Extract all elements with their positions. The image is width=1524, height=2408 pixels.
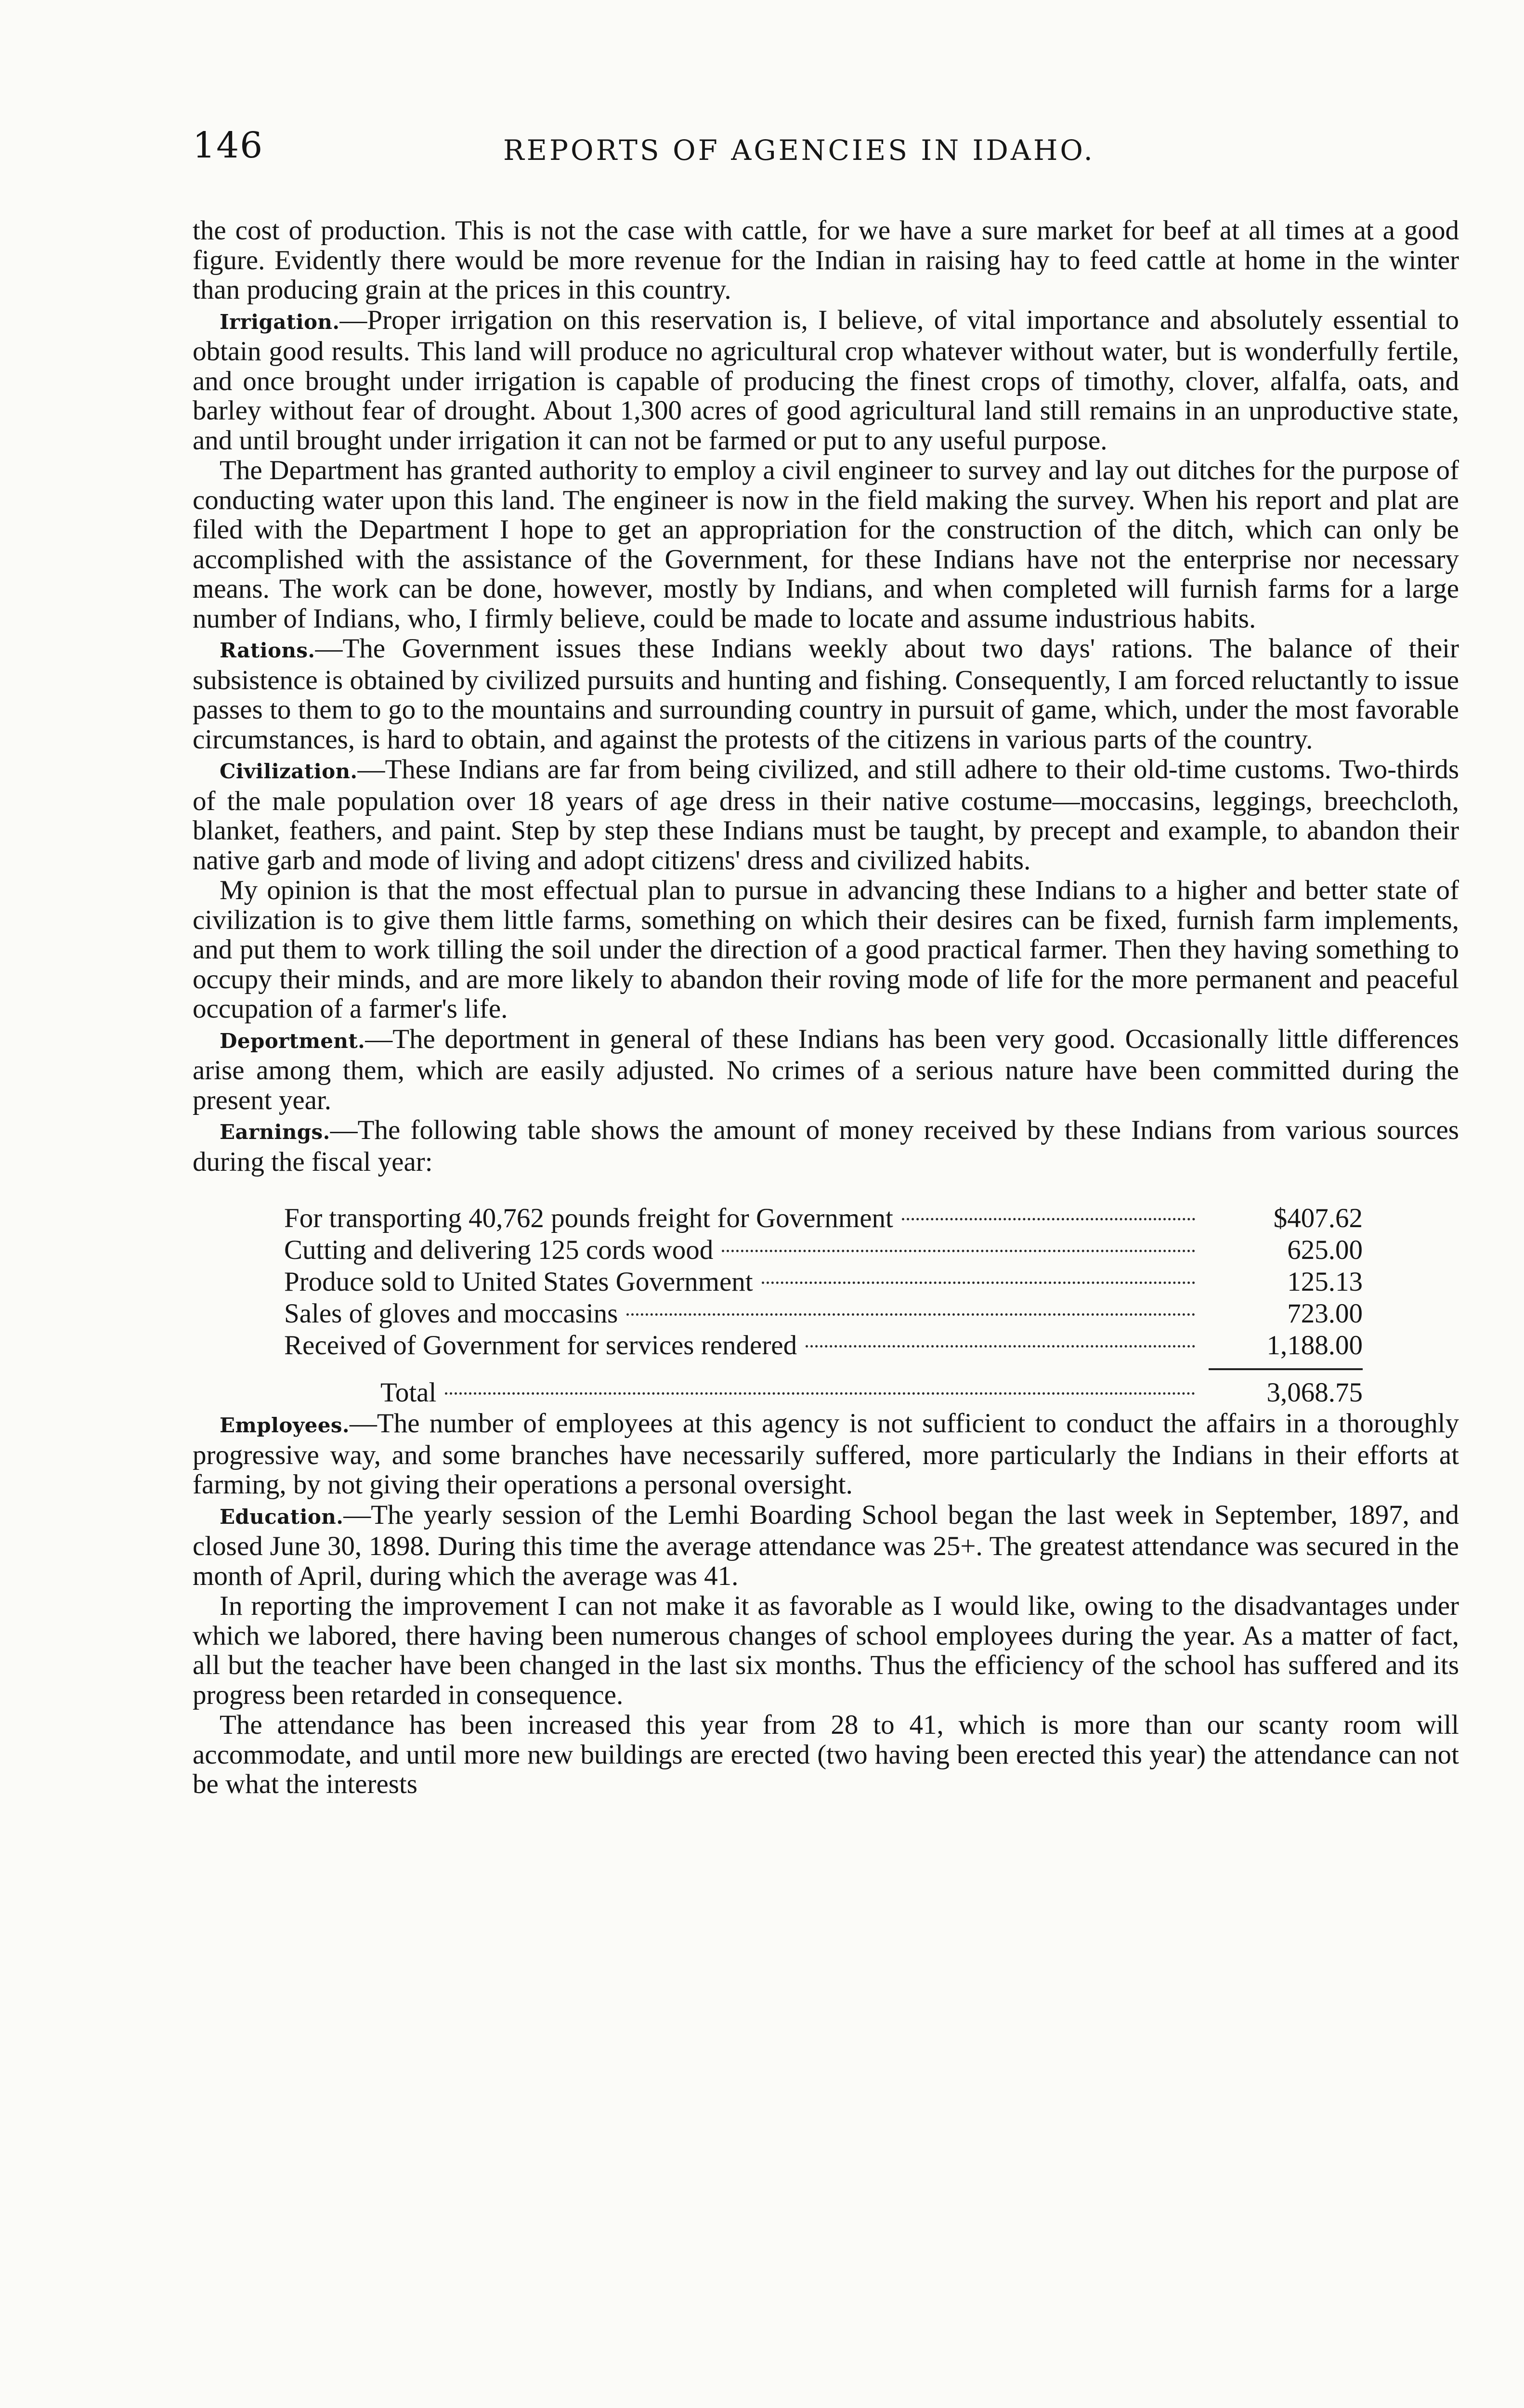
rations-paragraph xyxy=(193,634,1459,754)
civilization-paragraph-2: My opinion is that the most effectual plan to pursue in advancing these Indians to a higher and better state of civilization is to give them little farms, something on which their desires can be fixed, furnish farm implements, and put them to work tilling the soil under the direction of a good practical farmer. Then they having something to occupy their minds, and are more likely to abandon their roving mode of life for the more permanent and peaceful occupation of a farmer's life. xyxy=(193,875,1459,1024)
total-rule xyxy=(1209,1368,1363,1370)
table-row xyxy=(284,1203,1363,1234)
row-description: Received of Government for services rendered xyxy=(284,1330,797,1361)
document-page xyxy=(193,126,1459,1799)
earnings-heading: Earnings. xyxy=(220,1120,330,1144)
irrigation-text: —Proper irrigation on this reservation is, I believe, of vital importance and absolutely essential to obtain good results. This land will produce no agricultural crop whatever without water, but is wonderfully fertile, and once brought under irrigation is capable of producing the finest crops of timothy, clover, alfalfa, oats, and barley without fear of drought. About 1,300 acres of good agricultural land still remains in an unproductive state, and until brought under irrigation it can not be farmed or put to any useful purpose. xyxy=(193,304,1459,456)
earnings-paragraph xyxy=(193,1115,1459,1177)
row-description: Cutting and delivering 125 cords wood xyxy=(284,1235,714,1265)
table-row xyxy=(284,1330,1363,1361)
row-description: Sales of gloves and moccasins xyxy=(284,1298,618,1329)
table-row xyxy=(284,1298,1363,1330)
irrigation-heading: Irrigation. xyxy=(220,310,340,334)
row-amount: 1,188.00 xyxy=(1266,1330,1363,1361)
page-number: 146 xyxy=(193,125,264,166)
row-amount: $407.62 xyxy=(1273,1203,1363,1233)
row-amount: 125.13 xyxy=(1287,1267,1363,1297)
education-paragraph-3: The attendance has been increased this year from 28 to 41, which is more than our scanty room will accommodate, and until more new buildings are erected (two having been erected this year) the attendance can not be what the interests xyxy=(193,1710,1459,1799)
row-description: Produce sold to United States Government xyxy=(284,1267,753,1297)
education-paragraph-2: In reporting the improvement I can not make it as favorable as I would like, owing to the disadvantages under which we labored, there having been numerous changes of school employees during the year. As a matter of fact, all but the teacher have been changed in the last six months. Thus the efficiency of the school has suffered and its progress been retarded in consequence. xyxy=(193,1591,1459,1710)
row-amount: 625.00 xyxy=(1287,1235,1363,1265)
rations-text: —The Government issues these Indians weekly about two days' rations. The balance of their subsistence is obtained by civilized pursuits and hunting and fishing. Consequently, I am forced reluctantly to issue passes to them to go to the mountains and surrounding country in pursuit of game, which, under the most favorable circumstances, is hard to obtain, and against the protests of the citizens in various parts of the country. xyxy=(193,633,1459,755)
deportment-paragraph xyxy=(193,1024,1459,1115)
dot-leader xyxy=(445,1392,1195,1395)
earnings-text: —The following table shows the amount of money received by these Indians from various sources during the fiscal year: xyxy=(193,1115,1459,1177)
table-row xyxy=(284,1266,1363,1298)
opening-paragraph: the cost of production. This is not the case with cattle, for we have a sure market for beef at all times at a good figure. Evidently there would be more revenue for the Indian in raising hay to feed cattle at home in the winter than producing grain at the prices in this country. xyxy=(193,215,1459,305)
dot-leader xyxy=(626,1313,1195,1316)
dot-leader xyxy=(806,1345,1195,1348)
page-header xyxy=(193,126,1459,184)
running-head: REPORTS OF AGENCIES IN IDAHO. xyxy=(503,134,1095,167)
total-amount: 3,068.75 xyxy=(1266,1377,1363,1408)
deportment-text: —The deportment in general of these Indians has been very good. Occasionally little differences arise among them, which are easily adjusted. No crimes of a serious nature have been committed during the present year. xyxy=(193,1023,1459,1115)
employees-heading: Employees. xyxy=(220,1413,350,1437)
row-amount: 723.00 xyxy=(1287,1298,1363,1329)
education-heading: Education. xyxy=(220,1505,344,1529)
total-row xyxy=(284,1377,1363,1409)
civilization-paragraph xyxy=(193,755,1459,875)
total-label: Total xyxy=(380,1377,437,1408)
dot-leader xyxy=(722,1249,1195,1252)
civilization-heading: Civilization. xyxy=(220,759,358,783)
education-paragraph xyxy=(193,1500,1459,1591)
earnings-table xyxy=(284,1203,1363,1409)
report-body xyxy=(193,216,1459,1799)
civilization-text: —These Indians are far from being civilized, and still adhere to their old-time customs. Two-thirds of the male population over 18 years of age dress in their native costume—moccasins, leggings, breechcloth, blanket, feathers, and paint. Step by step these Indians must be taught, by precept and example, to abandon their native garb and mode of living and adopt citizens' dress and civilized habits. xyxy=(193,754,1459,876)
education-text: —The yearly session of the Lemhi Boarding School began the last week in September, 1897, and closed June 30, 1898. During this time the average attendance was 25+. The greatest attendance was secured in the month of April, during which the average was 41. xyxy=(193,1499,1459,1591)
irrigation-paragraph-2: The Department has granted authority to employ a civil engineer to survey and lay out ditches for the purpose of conducting water upon this land. The engineer is now in the field making the survey. When his report and plat are filed with the Department I hope to get an appropriation for the construction of the ditch, which can only be accomplished with the assistance of the Government, for these Indians have not the enterprise nor necessary means. The work can be done, however, mostly by Indians, and when completed will furnish farms for a large number of Indians, who, I firmly believe, could be made to locate and assume industrious habits. xyxy=(193,455,1459,634)
employees-text: —The number of employees at this agency is not sufficient to conduct the affairs in a thoroughly progressive way, and some branches have necessarily suffered, more particularly the Indians in their efforts at farming, by not giving their operations a personal oversight. xyxy=(193,1408,1459,1500)
rations-heading: Rations. xyxy=(220,639,315,662)
table-row xyxy=(284,1234,1363,1266)
dot-leader xyxy=(902,1217,1195,1220)
dot-leader xyxy=(762,1281,1195,1284)
irrigation-paragraph xyxy=(193,305,1459,456)
row-description: For transporting 40,762 pounds freight for Government xyxy=(284,1203,893,1233)
employees-paragraph xyxy=(193,1409,1459,1500)
deportment-heading: Deportment. xyxy=(220,1029,365,1053)
